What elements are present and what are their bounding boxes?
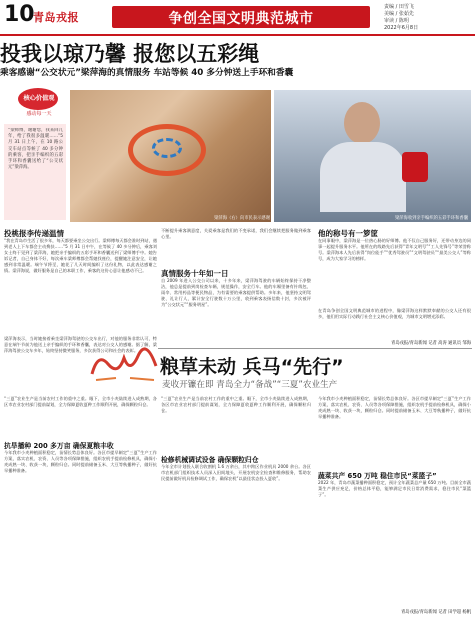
article-text: 自 2009 年进入公交公司以来，十多年来，梁萍海驾驶的车辆始终保持干净整洁，他总是提前到岗检查车辆，规范操作，安全行车。他的车厢里备有针线包、雨伞、常用药品等便民物品，为有需要的乘客提供帮助。多年来，他坚持文明驾驶、礼让行人，累计安全行驶数十万公里，收到乘客表扬信数十封，多次被评为“公交状元”“服务明星”。 [161,278,311,308]
section-title: 投桃报李传递温情 [4,229,64,238]
driver-head [344,102,380,144]
section-title: 真情服务十年如一日 [161,269,229,278]
publish-date: 2022年6月8日 [384,25,419,31]
header-banner-text: 争创全国文明典范城市 [168,11,314,27]
editor-line: 责编 / 田雪飞 [384,4,414,10]
badge-subtitle: 感动每一天 [26,111,52,117]
editor-line: 美编 / 张茹先 [384,11,414,17]
main-headline: 投我以琼乃馨 报您以五彩绳 [0,42,260,66]
article-text: 2022 年，青岛市蔬菜播种面积稳定，预计全年蔬菜总产量 650 万吨。目前全市蔬菜生产供应充足，价格总体平稳，能够满足市民日常消费需求，稳住市民“菜篮子”。 [318,480,471,498]
editor-credits [384,4,418,32]
article-text: “三夏”农业生产是当前农村工作的重中之重。眼下，全市小麦陆续进入成熟期，各区市农业农村部门提前谋划，全力保障夏收夏种工作顺利开展，确保颗粒归仓。 [161,396,311,414]
story-divider [158,348,472,349]
header-rule [0,34,475,36]
section-title: 抗旱播种 200 多万亩 确保夏粮丰收 [4,442,114,450]
sub-headline: 乘客感谢“公交状元”梁萍海的真情服务 车站等候 40 多分钟送上手环和香囊 [0,68,294,78]
sachet-shape [402,152,428,182]
article-text: 梁萍海表示，当时她接着乘坐梁萍海驾驶的公交车出行，对他的服务非常认可，特意在端午节前为他送上亲手编织的手环和香囊，表达对公交人的感谢。据了解，梁萍海驾驶公交车多年，始终坚持微笑服务，多次获得公司和社会的表彰。 [4,336,157,354]
photo-caption: 梁萍海（右）向市民表示感谢 [214,216,270,221]
article-text: 不断提升乘客满意度，关爱乘客是我们的不变承诺，我们会继续把服务做到乘客心里。 [161,228,311,240]
section-title: 蔬菜共产 650 万吨 稳住市民“菜篮子” [318,472,437,480]
bracelet-beads [152,138,182,158]
article-text: 今年我市小麦种植面积稳定，苗情长势总体良好。各区市提早制定“三夏”生产工作方案，落实农机、农资、人员等各项保障措施，组织农机手提前检修机具，确保小麦成熟一块、收获一块，颗粒归仓。同时提前储备玉米、大豆等秋播种子，做好抗旱播种准备。 [318,396,471,420]
editor-line: 审读 / 陈明 [384,18,409,24]
article-text: “我在青岛市生活了很多年，每天都要乘坐公交出行。梁师傅每天都会准时到站，遇到老人上下车都会主动搀扶……”5 月 31 日中午，在等候了 40 多分钟后，乘客刘女士终于见到了梁萍海，她把亲手编织的五彩手环和香囊送到了梁师傅手中。她告诉记者，自己身体不好，每次乘车梁师傅都会帮她找座位，提醒她注意安全，让她感到非常温暖。端午节将至，她花了几天时间编织了这份礼物，以此表达感谢之情。梁萍海说，做好服务是自己的本职工作，乘客的这份心意让他感动不已。 [4,238,157,274]
article-text: “三夏”农业生产是当前农村工作的重中之重。眼下，全市小麦陆续进入成熟期，各区市农业农村部门提前谋划，全力保障夏收夏种工作顺利开展，确保颗粒归仓。 [4,396,157,408]
article-text: 今年全市计划投入联合收割机 1.6 万余台，其中跨区作业机具 2000 余台。各区市农机部门组织技术人员深入田间地头，开展农机安全检查和维修服务，帮助农民提前做好机具检修调试工作，确保农机“以最佳状态投入夏收”。 [161,464,311,482]
driver-body [320,142,406,212]
article-byline: 青岛戎报/青岛新闻 记者 田学超 杨帆 [401,610,471,615]
section-title: 检修机械调试设备 确保颗粒归仓 [161,456,259,464]
core-values-badge [10,88,68,118]
article-text: 今年我市小麦种植面积稳定，苗情长势总体良好。各区市提早制定“三夏”生产工作方案，落实农机、农资、人员等各项保障措施，组织农机手提前检修机具，确保小麦成熟一块、收获一块，颗粒归仓。同时提前储备玉米、大豆等秋播种子，做好抗旱播种准备。 [4,450,157,474]
article-byline: 青岛戎报/青岛新闻 记者 高涛 通讯员 邹海 [391,341,471,346]
story2-subheadline: 麦收开镰在即 青岛全力“备战”“三夏”农业生产 [162,380,338,390]
article-text: 在青岛争创全国文明典范城市的进程中，像梁萍海这样默默奉献的公交人还有很多，他们用实际行动践行社会主义核心价值观，为城市文明增光添彩。 [318,308,471,320]
photo-hands-bracelet [70,90,271,222]
page-number: 10 [4,2,35,27]
photo-caption: 梁萍海收到亲手编织的五彩手环和香囊 [394,216,468,221]
badge-title: 核心价值观 [23,95,55,102]
section-title: 他的称号有一箩筐 [318,229,378,238]
article-text: 在同事眼中，梁萍海是一位热心肠的好师傅。他不仅自己服务好，还带动身边的同事一起提升服务水平。他所在的线路先后获得“青年文明号”“工人先锋号”等荣誉称号。梁萍海本人先后获得“岗位能手”“优秀驾驶员”“文明驾驶员”“最美公交人”等称号，成为大家学习的榜样。 [318,238,471,262]
intro-text: “梁师傅，谢谢您，我来回几年，给了我很多温暖……”5 月 31 日上午，在 10 路公交车站点等候了 40 多分钟的乘客，把亲手编织的五彩手环和香囊送给了“公交状元”梁萍海。 [8,128,63,171]
newspaper-masthead: 青岛戎报 [33,11,79,24]
photo-driver-portrait [274,90,471,222]
story2-headline: 粮草未动 兵马“先行” [160,356,344,378]
calligraphy-decoration [86,344,166,384]
